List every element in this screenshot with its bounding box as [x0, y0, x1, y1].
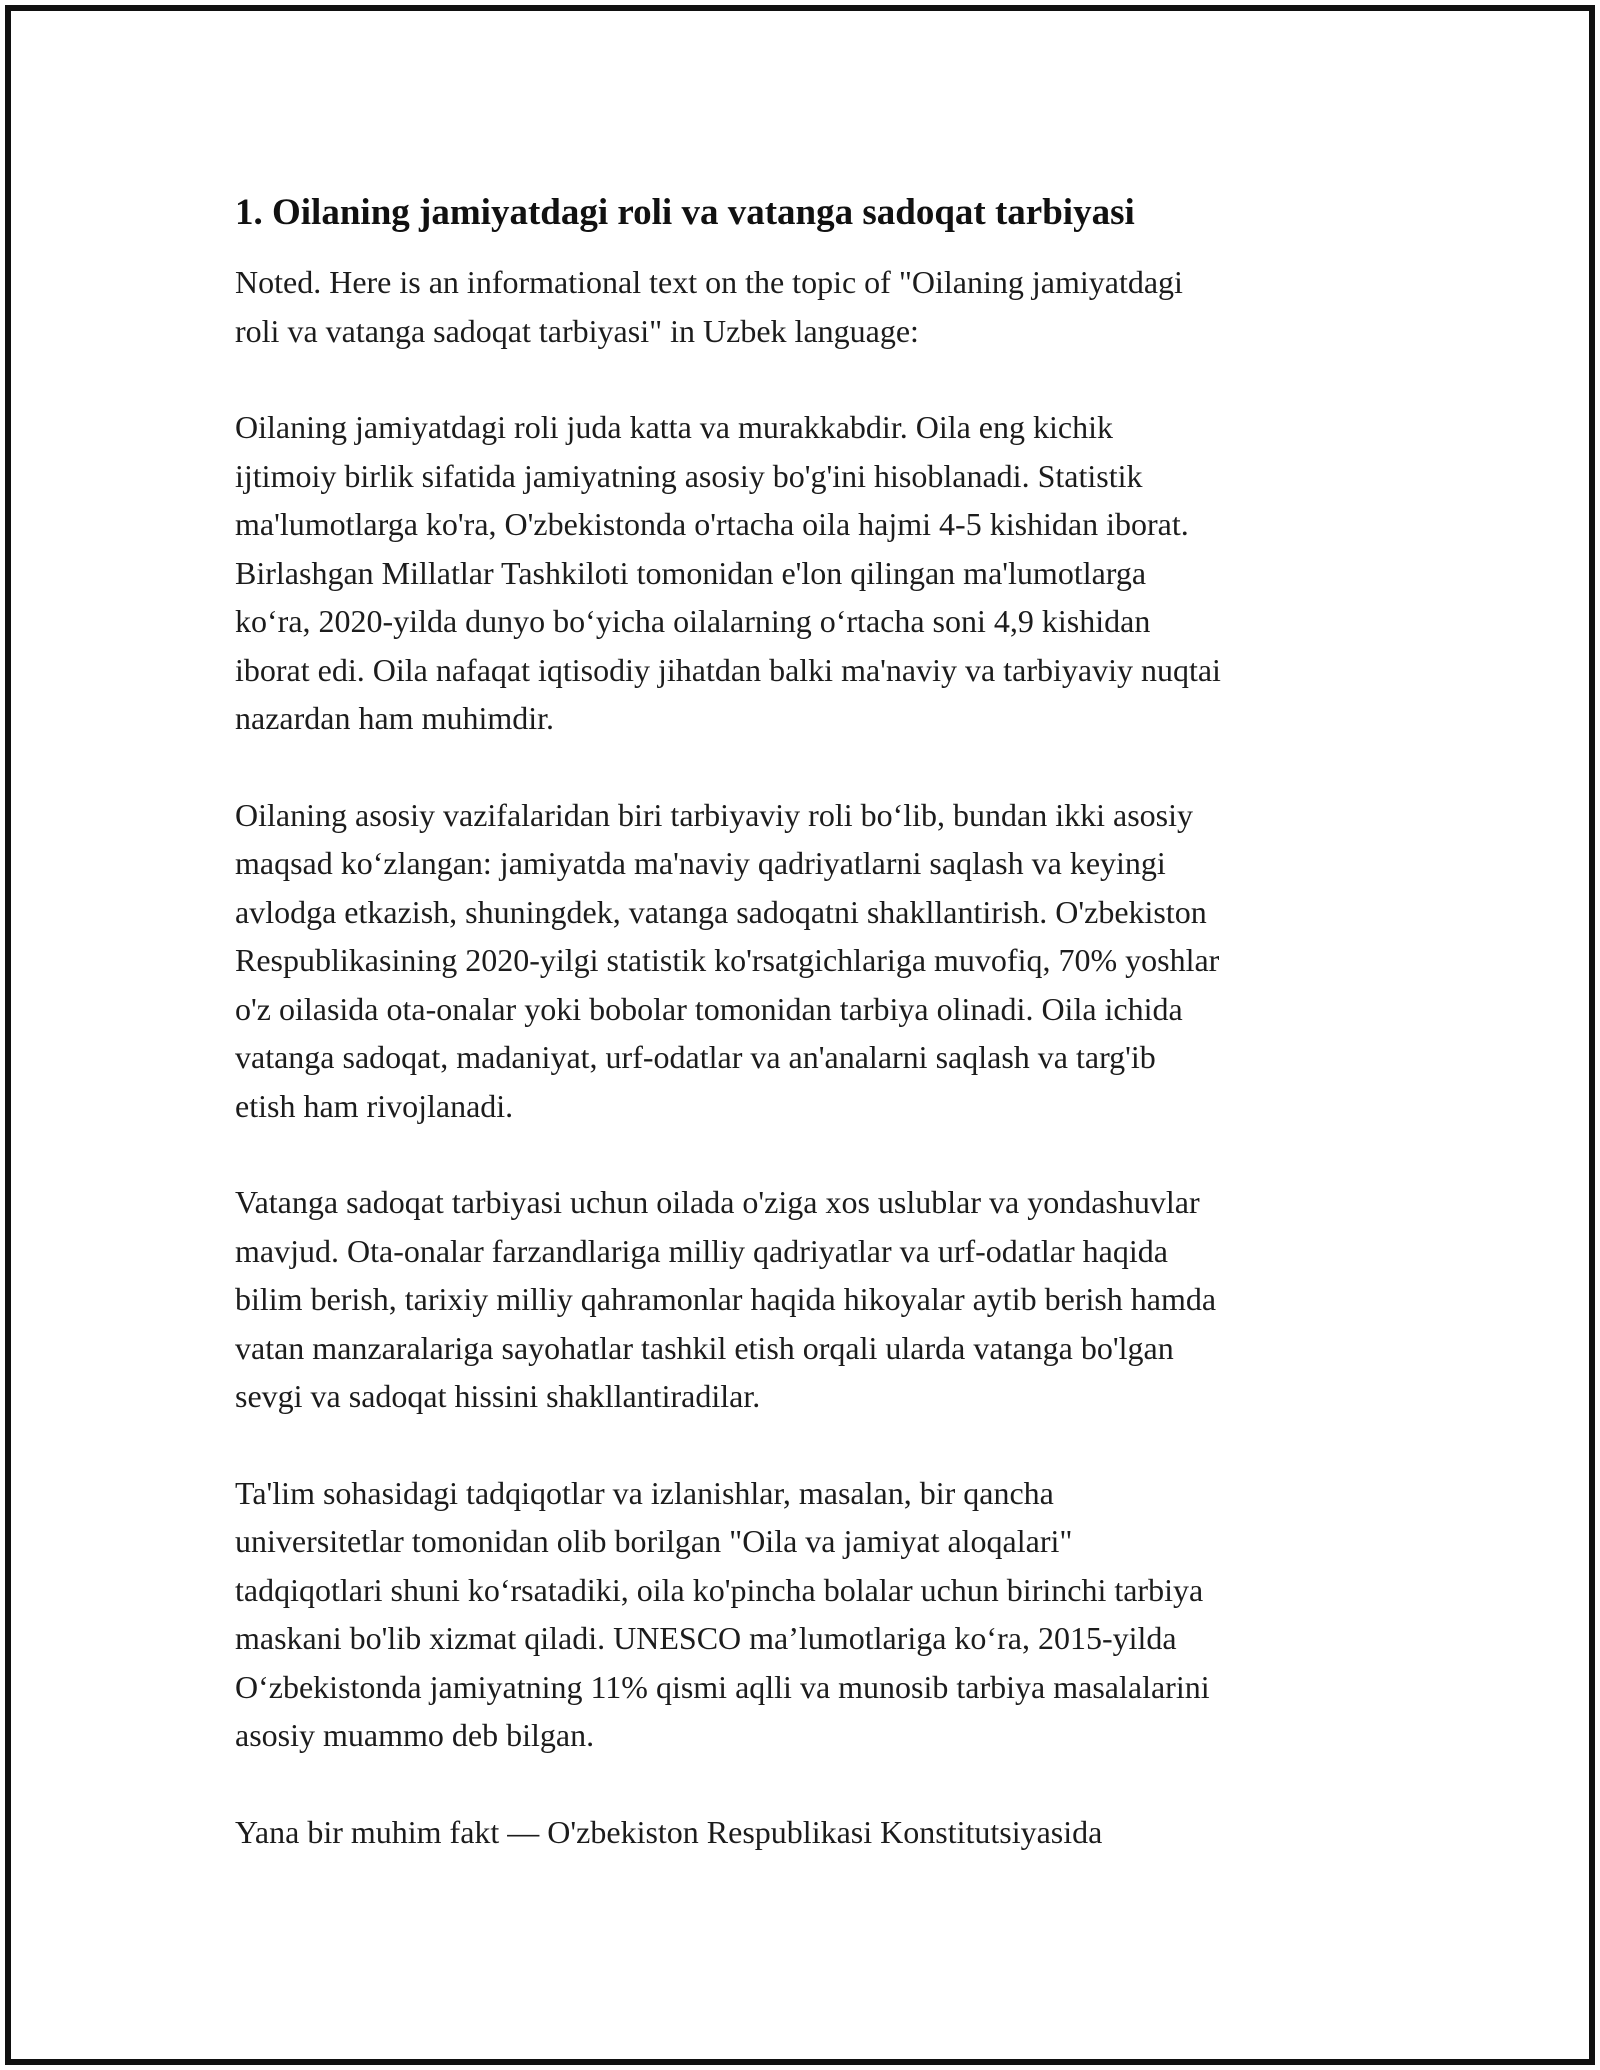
- paragraph-constitution: Yana bir muhim fakt — O'zbekiston Respublikasi Konstitutsiyasida: [235, 1813, 1103, 1850]
- paragraph-upbringing-role: Oilaning asosiy vazifalaridan biri tarbiyaviy roli boʻlib, bundan ikki asosiy maqsad koʻzlangan: jamiyatda ma'naviy qadriyatlarni saqlash va keyingi avlodga etkazish, shuningdek, vatanga sadoqatni shakllantirish. O'zbekiston Respublikasining 2020-yilgi statistik ko'rsatgichlariga muvofiq, 70% yoshlar o'z oilasida ota-onalar yoki bobolar tomonidan tarbiya olinadi. Oila ichida vatanga sadoqat, madaniyat, urf-odatlar va an'analarni saqlash va targ'ib etish ham rivojlanadi.: [235, 796, 1220, 1124]
- paragraph-intro: Noted. Here is an informational text on the topic of "Oilaning jamiyatdagi roli va vatanga sadoqat tarbiyasi" in Uzbek language:: [235, 264, 1183, 349]
- paragraph-family-role: Oilaning jamiyatdagi roli juda katta va murakkabdir. Oila eng kichik ijtimoiy birlik sifatida jamiyatning asosiy bo'g'ini hisoblanadi. Statistik ma'lumotlarga ko'ra, O'zbekistonda o'rtacha oila hajmi 4-5 kishidan iborat. Birlashgan Millatlar Tashkiloti tomonidan e'lon qilingan ma'lumotlarga koʻra, 2020-yilda dunyo boʻyicha oilalarning oʻrtacha soni 4,9 kishidan iborat edi. Oila nafaqat iqtisodiy jihatdan balki ma'naviy va tarbiyaviy nuqtai nazardan ham muhimdir.: [235, 409, 1221, 736]
- paragraph-research: Ta'lim sohasidagi tadqiqotlar va izlanishlar, masalan, bir qancha universitetlar tomonidan olib borilgan "Oila va jamiyat aloqalari" tadqiqotlari shuni koʻrsatadiki, oila ko'pincha bolalar uchun birinchi tarbiya maskani bo'lib xizmat qiladi. UNESCO maʼlumotlariga koʻra, 2015-yilda Oʻzbekistonda jamiyatning 11% qismi aqlli va munosib tarbiya masalalarini asosiy muammo deb bilgan.: [235, 1474, 1210, 1753]
- document-body: [235, 188, 1375, 1904]
- paragraph-patriotism-methods: Vatanga sadoqat tarbiyasi uchun oilada o'ziga xos uslublar va yondashuvlar mavjud. Ota-onalar farzandlariga milliy qadriyatlar va urf-odatlar haqida bilim berish, tarixiy milliy qahramonlar haqida hikoyalar aytib berish hamda vatan manzaralariga sayohatlar tashkil etish orqali ularda vatanga bo'lgan sevgi va sadoqat hissini shakllantiradilar.: [235, 1184, 1217, 1414]
- document-title: 1. Oilaning jamiyatdagi roli va vatanga sadoqat tarbiyasi: [235, 192, 1135, 233]
